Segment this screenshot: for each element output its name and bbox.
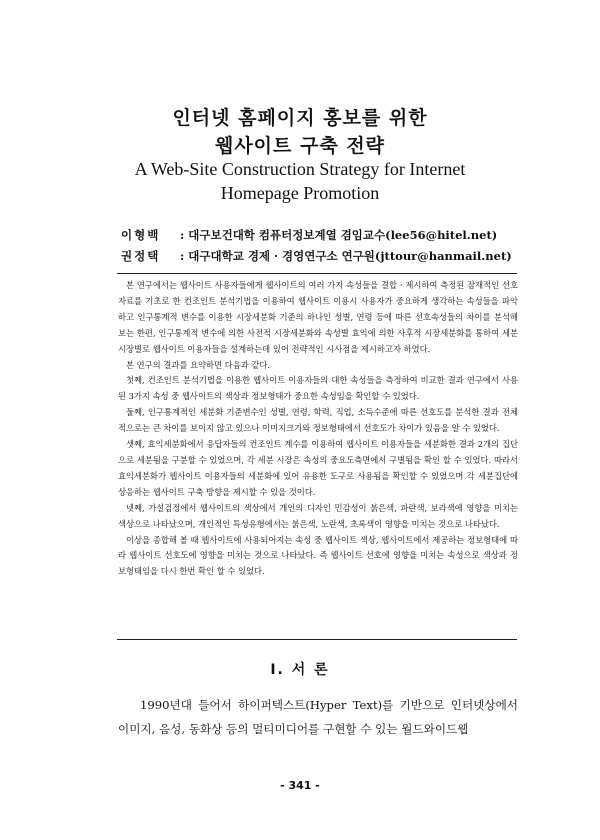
abstract-paragraph: 넷째, 가설검정에서 웹사이트의 색상에서 개인의 디자인 민감성이 붉은색, 파란색, 보라색에 영향을 미치는 색상으로 나타났으며, 개인적인 특성유형에서는 붉은색, 노란색, 초록색이 영향을 미치는 것으로 나타났다. bbox=[118, 502, 518, 529]
page-number: - 341 - bbox=[280, 779, 320, 792]
abstract-top-rule bbox=[117, 273, 517, 274]
author-2 bbox=[121, 248, 512, 264]
author-name: 이형백 bbox=[121, 228, 161, 242]
author-separator: : bbox=[176, 228, 189, 242]
title-english-line-1: A Web-Site Construction Strategy for Internet bbox=[134, 159, 466, 179]
section-heading: I. 서 론 bbox=[270, 662, 330, 678]
body-text bbox=[118, 693, 518, 741]
author-1 bbox=[121, 227, 497, 243]
abstract bbox=[118, 278, 518, 580]
title-korean-line-1: 인터넷 홈페이지 홍보를 위한 bbox=[172, 107, 428, 129]
body-paragraph: 1990년대 들어서 하이퍼텍스트(Hyper Text)를 기반으로 인터넷상에서 이미지, 음성, 동화상 등의 멀티미디어를 구현할 수 있는 월드와이드웹 bbox=[118, 698, 518, 736]
abstract-paragraph: 첫째, 컨조인트 분석기법을 이용한 웹사이트 이용자들의 대한 속성들을 측정하여 비교한 결과 연구에서 사용된 3가지 속성 중 웹사이트의 색상과 정보형태가 중요한 속성임을 확인할 수 있었다. bbox=[118, 375, 518, 402]
title-korean-line-2: 웹사이트 구축 전략 bbox=[214, 135, 386, 157]
abstract-paragraph: 셋째, 효익세분화에서 응답자들의 컨조인트 계수를 이용하여 웹사이트 이용자들을 세분화한 결과 2개의 집단으로 세분됨을 구분할 수 있었으며, 각 세분 시장은 속성의 중요도측면에서 구별됨을 확인 할 수 있었다. 따라서 효익세분화가 웹사이트 이용자들의 세분화에 있어 유용한 도구로 사용됨을 확인할 수 있었으며 각 세분집단에 상응하는 웹사이트 구축 방향을 제시할 수 있을 것이다. bbox=[118, 439, 518, 497]
abstract-paragraph: 이상을 종합해 볼 때 웹사이트에 사용되어지는 속성 중 웹사이트 색상, 웹사이트에서 제공하는 정보형태에 따라 웹사이트 선호도에 영향을 미치는 것으로 나타났다. 즉 웹사이트 선호에 영향을 미치는 속성으로 색상과 정보형태임을 다시 한번 확인 할 수 있었다. bbox=[118, 534, 518, 577]
abstract-paragraph: 본 연구에서는 웹사이트 사용자들에게 웹사이트의 여러 가지 속성들을 결합 · 제시하여 측정된 잠재적인 선호자료를 기초로 한 컨조인트 분석기법을 이용하여 웹사이트 이용시 사용자가 중요하게 생각하는 속성들을 파악하고 인구통계적 변수를 이용한 시장세분화 기준의 하나인 성별, 연령 등에 따른 선호속성들의 차이를 분석해 보는 한편, 인구통계적 변수에 의한 사전적 시장세분화와 속성별 효익에 의한 사후적 시장세분화를 통하여 세분시장별로 웹사이트 이용자들을 설계하는데 있어 전략적인 시사점을 제시하고자 하였다. bbox=[118, 280, 518, 354]
abstract-paragraph: 둘째, 인구통계적인 세분화 기준변수인 성별, 연령, 학력, 직업, 소득수준에 따른 선호도를 분석한 결과 전체적으로는 큰 차이를 보이지 않고 있으나 이미지크기와 정보형태에서 선호도가 차이가 있음을 알 수 있었다. bbox=[118, 407, 518, 434]
abstract-bottom-rule bbox=[117, 639, 517, 640]
author-affiliation: 대구보건대학 컴퓨터정보계열 겸임교수(lee56@hitel.net) bbox=[188, 228, 498, 242]
abstract-paragraph: 본 연구의 결과를 요약하면 다음과 같다. bbox=[126, 359, 271, 370]
author-separator: : bbox=[176, 249, 189, 263]
author-affiliation: 대구대학교 경제 · 경영연구소 연구원(jttour@hanmail.net) bbox=[188, 249, 512, 263]
author-name: 권정택 bbox=[121, 249, 161, 263]
title-english-line-2: Homepage Promotion bbox=[220, 183, 380, 203]
